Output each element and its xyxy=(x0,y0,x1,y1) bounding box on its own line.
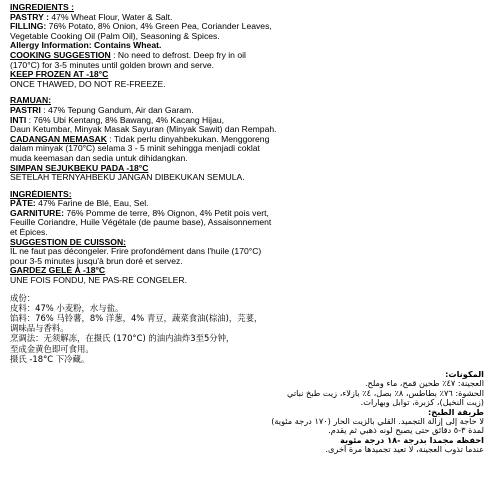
simpan-text: SETELAH TERNYAHBEKU JANGAN DIBEKUKAN SEMULA. xyxy=(10,173,245,183)
pastry-text: 47% Wheat Flour, Water & Salt. xyxy=(49,12,173,22)
garder-heading: GARDEZ GELÉ À -18°C xyxy=(10,266,106,276)
cooking-text-1: : No need to defrost. Deep fry in oil xyxy=(110,50,246,60)
cooking-heading: COOKING SUGGESTION xyxy=(10,50,111,60)
ar-line-9: عندما تذوب العجينة، لا تعيد تجميدها مرة أخرى. xyxy=(325,445,484,455)
garniture-label: GARNITURE: xyxy=(10,208,64,218)
frozen-heading: KEEP FROZEN AT -18°C xyxy=(10,70,109,80)
chinese-section xyxy=(10,293,484,364)
cadangan-line xyxy=(10,135,484,145)
cadangan-text-2: dalam minyak (170°C) selama 3 - 5 minit sehingga menjadi coklat xyxy=(10,144,260,154)
cuisson-text-1: IL ne faut pas décongeler. Frire profondément dans l'huile (170°C) xyxy=(10,247,262,257)
garniture-text-2: Feuille Coriandre, Huile Végétale (de paume base), Assaisonnement xyxy=(10,218,272,228)
cooking-text-2: (170°C) for 3-5 minutes until golden brown and serve. xyxy=(10,60,215,70)
inti-label: INTI xyxy=(10,115,27,125)
ar-line-4: (زيت النخيل)، كزبرة، توابل وبهارات. xyxy=(360,398,484,408)
frozen-text: ONCE THAWED, DO NOT RE-FREEZE. xyxy=(10,79,166,89)
cn-line-1: 成份： xyxy=(10,292,36,303)
ar-line-7: لمدة ٣-٥ دقائق حتى يصبح لونه ذهبي ثم يقدم. xyxy=(328,426,484,436)
cn-line-7: 摄氏 -18°C 下冷藏。 xyxy=(10,353,90,364)
cn-line-6: 至成金黄色即可食用。 xyxy=(10,343,94,354)
cn-line-3: 馅料：76% 马铃薯，8% 洋葱，4% 青豆，蔬菜食油(棕油)，芫荽， xyxy=(10,313,263,324)
cn-line-5: 烹调法：无须解冻，在摄氏 (170°C) 的油内油炸3至5分钟， xyxy=(10,333,235,344)
filling-line xyxy=(10,22,484,32)
english-section xyxy=(10,3,484,89)
pastry-label: PASTRY : xyxy=(10,12,49,22)
cadangan-text-1: : Tidak perlu dinyahbekukan. Menggoreng xyxy=(106,134,270,144)
cn-line-2: 皮料：47% 小麦粉，水与盐。 xyxy=(10,302,124,313)
garniture-text-1: 76% Pomme de terre, 8% Oignon, 4% Petit pois vert, xyxy=(63,208,269,218)
pate-line xyxy=(10,199,484,209)
ar-line-1: المكونات: xyxy=(445,370,484,380)
cadangan-heading: CADANGAN MEMASAK xyxy=(10,134,107,144)
pastri-label: PASTRI xyxy=(10,105,41,115)
ar-line-3: الحشوة: ٧٦٪ بطاطس، ٨٪ بصل، ٤٪ بازلاء، زيت طبخ نباتي xyxy=(287,388,484,398)
malay-section xyxy=(10,96,484,182)
pastry-line xyxy=(10,13,484,23)
garniture-text-3: et Épices. xyxy=(10,228,48,238)
filling-text-1: 76% Potato, 8% Onion, 4% Green Pea, Coriander Leaves, xyxy=(46,22,272,32)
pastri-line xyxy=(10,106,484,116)
filling-text-2: Vegetable Cooking Oil (Palm Oil), Seasoning & Spices. xyxy=(10,31,220,41)
garder-text: UNE FOIS FONDU, NE PAS-RE CONGELER. xyxy=(10,276,187,286)
garniture-line xyxy=(10,209,484,219)
cuisson-heading: SUGGESTION DE CUISSON: xyxy=(10,237,127,247)
ingredients-heading: INGREDIENTS : xyxy=(10,3,74,12)
pate-text: 47% Farine de Blé, Eau, Sel. xyxy=(35,199,149,209)
cn-line-4: 调味品与香料。 xyxy=(10,323,69,334)
ramuan-heading: RAMUAN: xyxy=(10,96,52,106)
inti-line xyxy=(10,116,484,126)
french-section xyxy=(10,190,484,286)
ingredients-fr-heading: INGRÉDIENTS: xyxy=(10,189,72,199)
arabic-section xyxy=(10,370,484,455)
simpan-heading: SIMPAN SEJUKBEKU PADA -18°C xyxy=(10,163,149,173)
ar-line-8: احفظه مجمداً بدرجة -١٨ درجة مئوية xyxy=(340,435,484,445)
ar-line-2: العجينة: ٤٧٪ طحين قمح، ماء وملح. xyxy=(364,379,484,389)
ar-line-6: لا حاجة إلى إزالة التجميد. القلي بالزيت الحار (١٧٠ درجة مئوية) xyxy=(271,417,484,427)
inti-text-2: Daun Ketumbar, Minyak Masak Sayuran (Minyak Sawit) dan Rempah. xyxy=(10,125,277,135)
filling-label: FILLING: xyxy=(10,22,47,32)
cooking-line xyxy=(10,51,484,61)
pate-label: PÂTE: xyxy=(10,199,36,209)
pastri-text: : 47% Tepung Gandum, Air dan Garam. xyxy=(40,105,194,115)
ar-line-5: طريقة الطبخ: xyxy=(428,407,484,417)
cuisson-text-2: pour 3-5 minutes jusqu'à brun doré et servez. xyxy=(10,256,183,266)
allergy-info: Allergy Information: Contains Wheat. xyxy=(10,41,162,51)
cadangan-text-3: muda keemasan dan sedia untuk dihidangkan. xyxy=(10,153,188,163)
inti-text-1: : 76% Ubi Kentang, 8% Bawang, 4% Kacang Hijau, xyxy=(26,115,225,125)
